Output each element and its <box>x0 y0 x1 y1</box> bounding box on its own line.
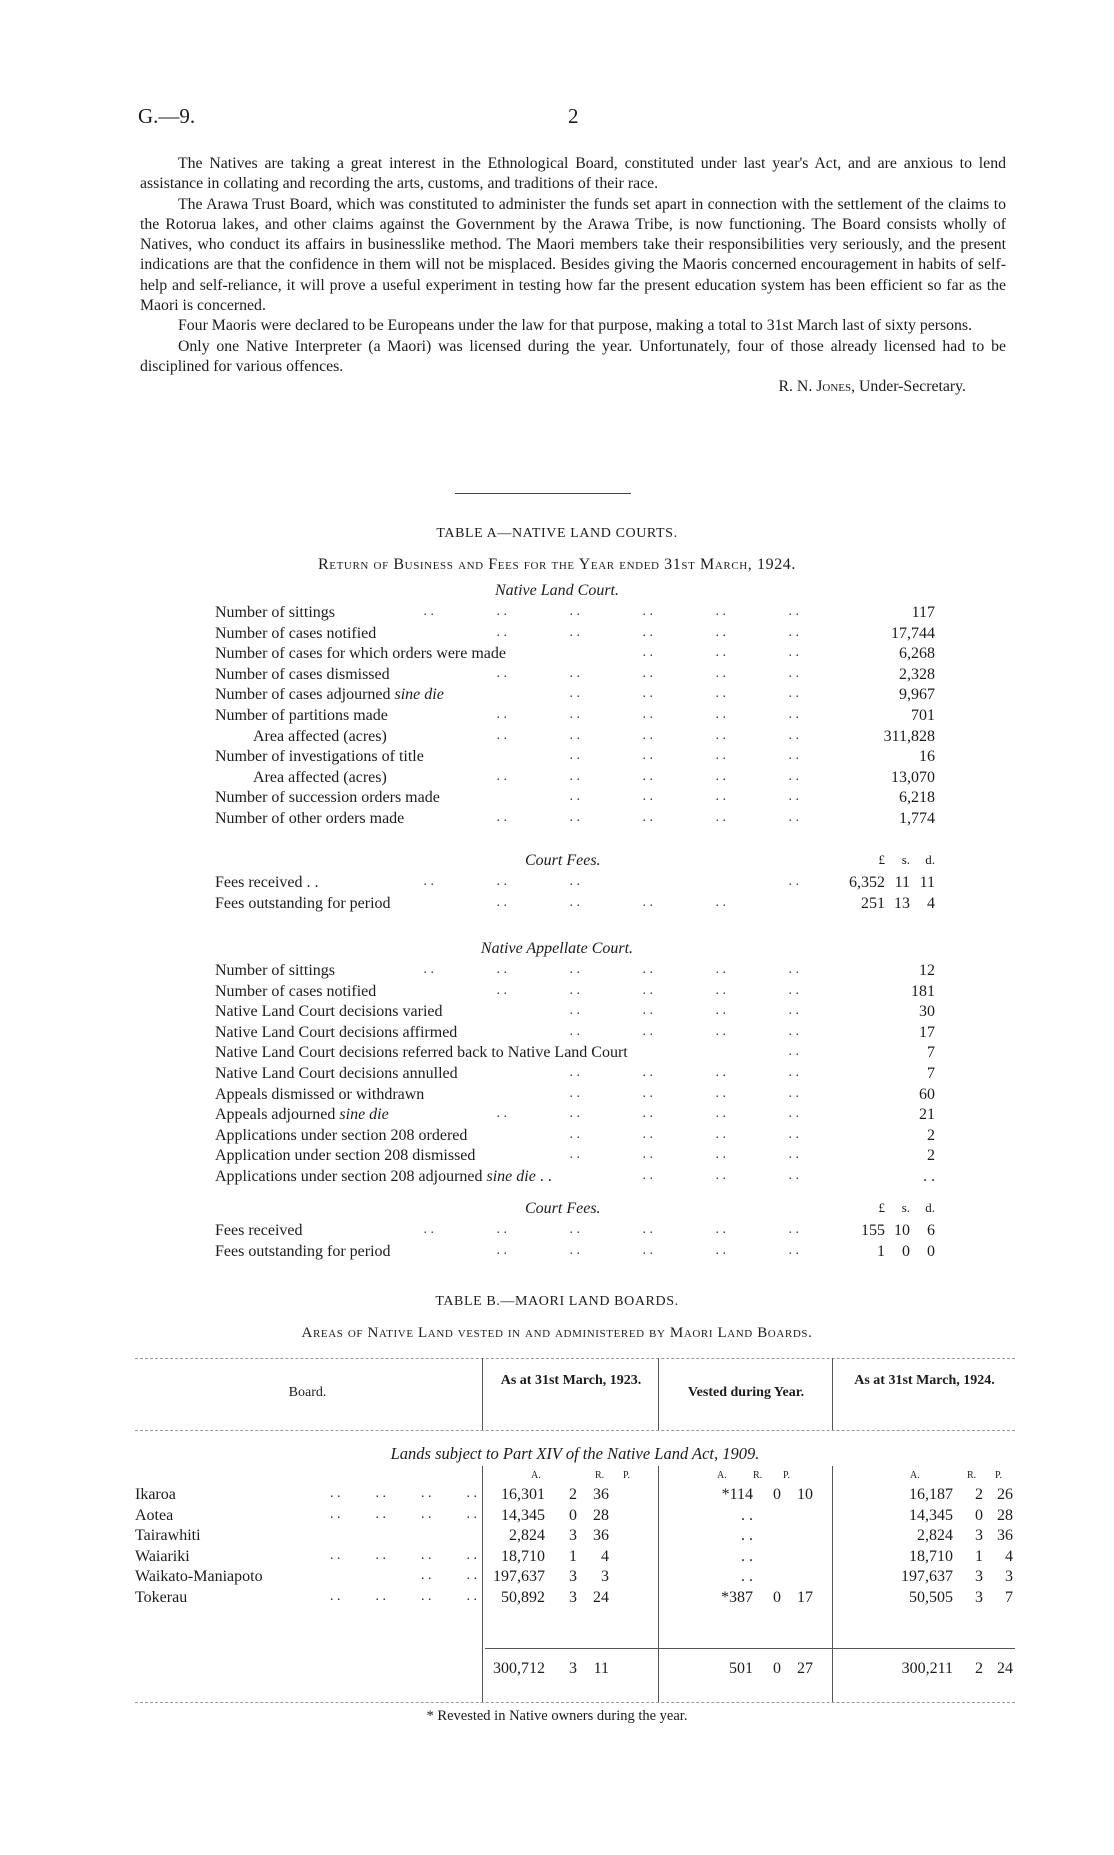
cell-y1924: 28 <box>997 1506 1013 1524</box>
cell-y1924: 2 <box>975 1486 983 1503</box>
table-row: . . . . . . . . . . Number of cases dismissed 2,328 <box>215 665 935 683</box>
court-fees-heading: Court Fees. <box>525 852 601 869</box>
table-a-subtitle: Return of Business and Fees for the Year ended 31st March, 1924. <box>317 556 796 573</box>
cell-y1924: 1 <box>975 1547 983 1565</box>
document-reference: G.—9. <box>138 104 196 128</box>
cell-y1924: 0 <box>975 1506 983 1524</box>
column-header: As at 31st March, 1923. <box>500 1373 642 1388</box>
cell-y1924: 18,710 <box>909 1547 953 1565</box>
cell-y1923: 1 <box>569 1547 577 1565</box>
board-name: Tairawhiti <box>135 1527 201 1544</box>
native-appellate-court-rows <box>215 962 935 1189</box>
cell-vested: . . <box>741 1506 753 1524</box>
table-row: . . . . . . . . . . Appeals adjourned sine die 21 <box>215 1106 935 1124</box>
cell-vested: . . <box>741 1527 753 1544</box>
cell-y1923: 14,345 <box>501 1506 545 1524</box>
cell-y1923: 2,824 <box>509 1527 545 1544</box>
table-row <box>135 1486 1015 1506</box>
cell-y1923: 3 <box>569 1527 577 1544</box>
table-b-totals: 300,712 3 11 501 0 27 300,211 2 24 <box>493 1660 1013 1677</box>
column-header: Vested during Year. <box>687 1385 805 1400</box>
cell-y1924: 14,345 <box>909 1506 953 1524</box>
table-row: . . . . . . . . . . . . Fees received 155 10 6 <box>215 1222 935 1239</box>
cell-y1924: 50,505 <box>909 1588 953 1606</box>
cell-vested: *114 <box>721 1486 753 1503</box>
cell-vested: 0 <box>773 1486 781 1503</box>
cell-y1923: 18,710 <box>501 1547 545 1565</box>
table-row <box>135 1548 1015 1568</box>
page-number: 2 <box>568 104 579 128</box>
cell-y1923: 4 <box>601 1547 609 1565</box>
native-land-court-rows <box>215 604 935 831</box>
table-row: . . . . . . . . Number of cases adjourned sine die 9,967 <box>215 686 935 704</box>
table-row <box>135 1568 1015 1588</box>
table-b-header <box>135 1358 1015 1428</box>
signature-name: R. N. Jones, <box>778 378 856 396</box>
table-row: . . . . . . . . Applications under section 208 ordered 2 <box>215 1126 935 1144</box>
cell-y1924: 3 <box>975 1588 983 1606</box>
report-body <box>140 154 1006 398</box>
board-name: Waiariki <box>135 1547 190 1565</box>
table-row <box>135 1507 1015 1527</box>
cell-y1924: 7 <box>1005 1588 1013 1606</box>
cell-y1923: 3 <box>569 1568 577 1585</box>
cell-y1923: 36 <box>593 1486 609 1503</box>
table-row: . . . . . . . . Number of investigations of title 16 <box>215 748 935 766</box>
table-b-title: TABLE B.—MAORI LAND BOARDS. <box>435 1294 679 1309</box>
native-land-court-heading: Native Land Court. <box>494 582 619 599</box>
cell-y1923: 2 <box>569 1486 577 1503</box>
cell-y1923: 16,301 <box>501 1486 545 1503</box>
cell-vested: 10 <box>797 1486 813 1503</box>
table-row: . . . . . . . . . . Fees outstanding for period 1 0 0 <box>215 1242 935 1260</box>
table-row: . . . . . . . . Fees received . . 6,352 11 11 <box>215 874 935 891</box>
paragraph: Only one Native Interpreter (a Maori) was licensed during the year. Unfortunately, four of those already licensed had to be disciplined for various offences. <box>140 337 1006 375</box>
cell-vested: 17 <box>797 1588 813 1606</box>
paragraph: The Arawa Trust Board, which was constituted to administer the funds set apart in connection with the settlement of the claims to the Rotorua lakes, and other claims against the Government by the Arawa Tribe, is now functioning. The Board consists wholly of Natives, who conduct its affairs in businesslike method. The Maori members take their responsibilities very seriously, and the present indications are that the confidence in them will not be misplaced. Besides giving the Maoris concerned encouragement in habits of self-help and self-reliance, it will prove a useful experiment in testing how far the present education system has been efficient so far as the Maori is concerned. <box>140 195 1006 315</box>
table-row: . . Native Land Court decisions referred back to Native Land Court 7 <box>215 1044 935 1062</box>
paragraph: Four Maoris were declared to be Europeans under the law for that purpose, making a total to 31st March last of sixty persons. <box>178 317 973 335</box>
cell-vested: 0 <box>773 1588 781 1606</box>
table-b-footnote: * Revested in Native owners during the year. <box>426 1708 688 1724</box>
signature-title: Under-Secretary. <box>859 378 966 396</box>
table-row: . . . . . . . . . . Number of cases notified 17,744 <box>215 624 935 642</box>
cell-y1924: 36 <box>997 1527 1013 1544</box>
dot-leaders: . . . . . . . . <box>330 1547 477 1563</box>
board-name: Ikaroa <box>135 1486 176 1503</box>
table-row: . . . . . . . . Number of succession orders made 6,218 <box>215 789 935 807</box>
cell-y1923: 50,892 <box>501 1588 545 1606</box>
table-row: . . . . . . . . Appeals dismissed or withdrawn 60 <box>215 1085 935 1103</box>
cell-vested: . . <box>741 1568 753 1585</box>
paragraph: The Natives are taking a great interest in the Ethnological Board, constituted under last year's Act, and are anxious to lend assistance in collating and recording the arts, customs, and traditions of their race. <box>140 155 1006 193</box>
cell-y1923: 3 <box>569 1588 577 1606</box>
board-name: Aotea <box>135 1506 174 1524</box>
dot-leaders: . . . . . . . . <box>330 1588 477 1604</box>
table-row: . . . . . . . . Native Land Court decisions affirmed 17 <box>215 1023 935 1041</box>
table-row <box>135 1589 1015 1609</box>
native-land-court-fees: Court Fees. £ s. d. . . . . . . . . Fees received . . 6,352 11 11 . . . . . . . . Fees outstanding for period 251 13 4 <box>215 852 935 915</box>
table-row: . . . . . . . . Native Land Court decisions varied 30 <box>215 1003 935 1021</box>
table-b-subtitle: Areas of Native Land vested in and administered by Maori Land Boards. <box>301 1325 813 1341</box>
table-row: . . . . . . . . . . . . Number of sittings 117 <box>215 604 935 621</box>
column-header: As at 31st March, 1924. <box>854 1373 995 1388</box>
column-header: Board. <box>288 1385 327 1400</box>
cell-vested: . . <box>741 1547 753 1565</box>
table-row: . . . . . . . . . . Number of cases notified 181 <box>215 982 935 1000</box>
dot-leaders: . . . . . . . . <box>330 1506 477 1522</box>
table-row: . . . . . . . . Application under section 208 dismissed 2 <box>215 1147 935 1165</box>
table-row: . . . . . . Number of cases for which orders were made 6,268 <box>215 645 935 663</box>
appellate-court-fees: Court Fees. £ s. d. . . . . . . . . . . . . Fees received 155 10 6 . . . . . . . . . . Fees outstanding for period 1 0 0 <box>215 1200 935 1263</box>
board-name: Waikato-Maniapoto <box>135 1568 263 1585</box>
cell-vested: *387 <box>721 1588 753 1606</box>
native-appellate-court-heading: Native Appellate Court. <box>480 940 634 957</box>
board-name: Tokerau <box>135 1588 188 1606</box>
cell-y1923: 3 <box>601 1568 609 1585</box>
cell-y1924: 197,637 <box>901 1568 953 1585</box>
cell-y1924: 2,824 <box>917 1527 953 1544</box>
cell-y1924: 3 <box>975 1527 983 1544</box>
cell-y1924: 16,187 <box>909 1486 953 1503</box>
table-row: . . . . . . . . Fees outstanding for period 251 13 4 <box>215 894 935 912</box>
cell-y1923: 36 <box>593 1527 609 1544</box>
table-row <box>135 1527 1015 1547</box>
cell-y1923: 197,637 <box>493 1568 545 1585</box>
cell-y1923: 28 <box>593 1506 609 1524</box>
cell-y1924: 3 <box>975 1568 983 1585</box>
court-fees-heading: Court Fees. <box>525 1200 601 1217</box>
dot-leaders: . . . . <box>421 1568 477 1583</box>
table-a-title: TABLE A—NATIVE LAND COURTS. <box>436 526 678 541</box>
document-page: G.—9. 2 The Natives are taking a great interest in the Ethnological Board, constituted under last year's Act, and are anxious to lend assistance in collating and recording the arts, customs, and traditions of their race. The Arawa Trust Board, which was constituted to administer the funds set apart in connection with the settlement of the claims to the Rotorua lakes, and other claims against the Government by the Arawa Tribe, is now functioning. The Board consists wholly of Natives, who conduct its affairs in businesslike method. The Maori members take their responsibilities very seriously, and the present indications are that the confidence in them will not be misplaced. Besides giving the Maoris concerned encouragement in habits of self-help and self-reliance, it will prove a useful experiment in testing how far the present education system has been efficient so far as the Maori is concerned. Four Maoris were declared to be Europeans under the law for that purpose, making a total to 31st March last of sixty persons. Only one Native Interpreter (a Maori) was licensed during the year. Unfortunately, four of those already licensed had to be disciplined for various offences. R. N. Jones, Under-Secretary. TABLE A—NATIVE LAND COURTS. Return of Business and Fees for the Year ended 31st March, 1924. Native Land Court. . . . . . . . . . . . . Number of sittings 117 . . . . . . . . . . Number of cases notified 17,744 . . . . . . Number of cases for which orders were made 6,268 . . . . . . . . . . Number of cases dismissed 2,328 . . . . . . . . Number of cases adjourned sine die 9,967 . . . . . . . . . . Number of partitions made 701 . . . . . . . . . . Area affected (acres) 311,828 . . . . . . . . Number of investigations of title 16 . . . . . . . . . . Area affected (acres) 13,070 . . . . . . . . Number of succession orders made 6,218 . . . . . . . . . . Number of other orders made 1,774 Court Fees. £ s. d. . . . . . . . . Fees received . . 6,352 11 11 . . . . . . . . Fees outstanding for period 251 13 4 Native Appellate Court. . . . . . . . . . . . . Number of sittings 12 . . . . . . . . . . Number of cases notified 181 . . . . . . . . Native Land Court decisions varied 30 . . . . . . . . Native Land Court decisions affirmed 17 . . Native Land Court decisions referred back to Native Land Court 7 . . . . . . . . Native Land Court decisions annulled 7 . . . . . . . . Appeals dismissed or withdrawn 60 . . . . . . . . . . Appeals adjourned sine die 21 . . . . . . . . Applications under section 208 ordered 2 . . . . . . . . Application under section 208 dismissed 2 . . . . . . Applications under section 208 adjourned sine die . . . . Court Fees. £ s. d. . . . . . . . . . . . . Fees received 155 10 6 . . . . . . . . . . Fees outstanding for period 1 0 0 TABLE B.—MAORI LAND BOARDS. Areas of Native Land vested in and administered by Maori Land Boards. Board. As at 31st March, 1923. Vested during Year. As at 31st March, 1924. Lands subject to Part XIV of the Native Land Act, 1909. A. R. P. A. R. P. A. R. P. Ikaroa . . . . . . . . 16,301 2 36 *114 0 10 16,187 2 26 Aotea . . . . . . . . 14,345 0 28 . . 14,345 0 28 Tairawhiti 2,824 3 36 . . 2,824 3 36 Waiariki . . . . . . . . 18,710 1 4 . . 18,710 1 4 Waikato-Maniapoto . . . . 197,637 3 3 . . 197,637 3 3 Tokerau . . . . . . . . 50,892 3 24 *387 0 17 50,505 3 7 300,712 3 11 501 0 27 300,211 2 24 * Revested in Native owners during the year. <box>0 0 1114 1855</box>
cell-y1924: 3 <box>1005 1568 1013 1585</box>
dot-leaders: . . . . . . . . <box>330 1486 477 1501</box>
table-row: . . . . . . . . . . Number of other orders made 1,774 <box>215 809 935 827</box>
signature <box>140 377 966 397</box>
cell-y1924: 26 <box>997 1486 1013 1503</box>
section-divider <box>455 493 631 494</box>
cell-y1923: 24 <box>593 1588 609 1606</box>
page-header <box>138 104 998 134</box>
cell-y1923: 0 <box>569 1506 577 1524</box>
cell-y1924: 4 <box>1005 1547 1013 1565</box>
table-row: . . . . . . . . . . Number of partitions made 701 <box>215 706 935 724</box>
table-row: . . . . . . . . . . Area affected (acres) 311,828 <box>253 727 935 745</box>
table-row: . . . . . . . . Native Land Court decisions annulled 7 <box>215 1064 935 1082</box>
table-b-section-heading: Lands subject to Part XIV of the Native Land Act, 1909. <box>390 1444 760 1463</box>
table-row: . . . . . . Applications under section 208 adjourned sine die . . . . <box>215 1167 935 1185</box>
table-row: . . . . . . . . . . Area affected (acres) 13,070 <box>253 768 935 786</box>
table-row: . . . . . . . . . . . . Number of sittings 12 <box>215 962 935 979</box>
